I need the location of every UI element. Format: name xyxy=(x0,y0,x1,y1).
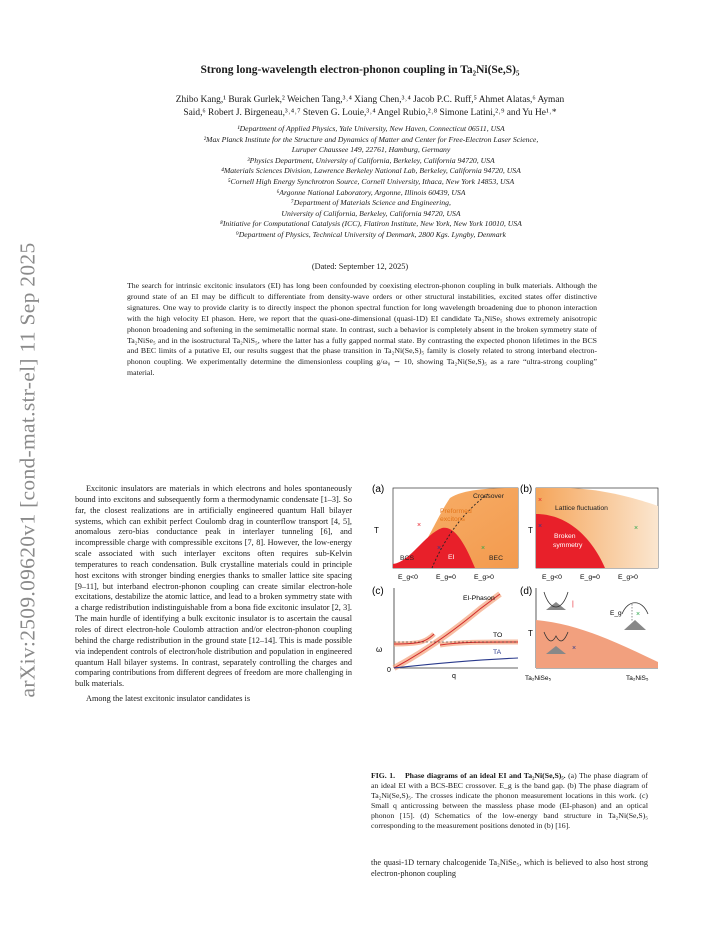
panel-a xyxy=(372,484,518,581)
to-label: TO xyxy=(493,632,503,639)
lattice-fluctuation-label: Lattice fluctuation xyxy=(555,505,608,512)
phason-label: EI-Phason xyxy=(463,595,495,602)
affiliation: ¹Department of Applied Physics, Yale University, New Haven, Connecticut 06511, USA xyxy=(237,124,505,133)
axis-label-t: T xyxy=(374,526,379,535)
axis-origin: 0 xyxy=(387,667,391,674)
affiliation: ⁹Department of Physics, Technical University of Denmark, 2800 Kgs. Lyngby, Denmark xyxy=(236,229,506,239)
tick-label: E_g<0 xyxy=(398,574,418,581)
panel-b xyxy=(520,484,658,581)
ei-label: EI xyxy=(448,554,455,561)
caption-title: Phase diagrams of an ideal EI and Ta₂Ni(Se,S)₅. xyxy=(404,771,566,780)
panel-label: (b) xyxy=(520,484,533,495)
panel-d xyxy=(520,586,658,682)
caption-label: FIG. 1. xyxy=(371,771,396,780)
axis-label-t: T xyxy=(528,526,533,535)
affiliation: ⁷Department of Materials Science and Engineering, xyxy=(291,198,451,208)
abstract: The search for intrinsic excitonic insulators (EI) has long been confounded by coexisting electron-phonon coupling in bulk materials. Although the ground state of an EI may be difficult to differentiate from density-wave orders or other structural instabilities, excited states offer distinctive signatures. One way to provide clarity is to directly inspect the phonon spectral function for long wavelength broadening due to phonon interaction with the high velocity EI phason. Here, we report that the quasi-one-dimensional (quasi-1D) EI candidate Ta₂NiSe₅ shows extremely anisotropic phonon broadening and softening in the semimetallic normal state. In contrast, such a behavior is completely absent in the broken symmetry state of Ta₂NiSe₅ and in the isostructural Ta₂NiS₅, where the latter has a fully gapped normal state. By contrasting the expected phonon lifetimes in the BCS and BEC limits of a putative EI, our results suggest that the phase transition in Ta₂Ni(Se,S)₅ family is closely related to strong interband electron-phonon coupling. We experimentally determine the dimensionless coupling g/ω₀ ∼ 10, showing Ta₂Ni(Se,S)₅ as a rare “ultra-strong coupling” material. xyxy=(127,281,597,378)
affiliation-list xyxy=(86,124,656,241)
broken-label: Broken xyxy=(554,533,576,540)
cross-marker: × xyxy=(437,545,442,552)
caption-text: (a) The phase diagram of an ideal EI with a BCS-BEC crossover. E_g is the band gap. (b) The phase diagram of Ta₂Ni(Se,S)₅. The crosses indicate the phonon measurement locations in this work. (c) Small q anticrossing between the massless phase mode (EI-phason) and an optical phonon [15]. (d) Schematics of the low-energy band structure in Ta₂Ni(Se,S)₅ corresponding to the measurement positions denoted in (b) [16]. xyxy=(371,771,649,830)
cross-marker: × xyxy=(417,522,422,529)
affiliation: ³Physics Department, University of California, Berkeley, California 94720, USA xyxy=(247,155,495,165)
paragraph: Excitonic insulators are materials in which electrons and holes spontaneously bound into excitons and subsequently form a thermodynamic condensate [1–3]. So far, the closest realizations are in artificially engineered quantum Hall bilayer systems, which can exhibit perfect Coulomb drag in counterflow transport [4, 5], anomalous zero-bias conductance peak in interlayer tunneling [6], and incompressible charge with compressible excitons [7, 8]. However, the low-energy scale associated with such interlayer excitons often requires sub-Kelvin temperatures to reach condensation. Bulk crystalline materials could in principle host excitons with stronger binding energies thanks to smaller lattice site spacing [9–11], but interband electron-phonon coupling can create similar electron-hole excitations, destabilize the atomic lattice, and lead to a broken symmetry state with a charge redistribution indistinguishable from a bona fide excitonic insulator [2, 3]. The main hurdle of identifying a bulk excitonic insulator is to ascertain the causal roles of direct electron-hole Coulomb attraction and/or electron-phonon coupling behind the charge redistribution in the ground state [12–14]. This is made possible via independent controls of electron/hole distribution and population in engineered quantum Hall bilayer systems. In contrast, separately controlling the charges and comparing contributions from different degrees of freedom are more challenging in bulk materials. xyxy=(75,484,352,689)
tick-label: E_g>0 xyxy=(474,574,494,581)
gap-label: E_g xyxy=(610,610,622,617)
axis-label-q: q xyxy=(452,673,456,680)
excitons-label: excitons xyxy=(440,516,465,523)
panel-label: (c) xyxy=(372,586,384,597)
tick-label: E_g=0 xyxy=(580,574,600,581)
panel-c xyxy=(372,586,518,680)
cross-marker: × xyxy=(538,497,543,504)
tick-label: E_g>0 xyxy=(618,574,638,581)
panel-label: (d) xyxy=(520,586,533,597)
cross-marker: × xyxy=(634,525,639,532)
cross-marker: × xyxy=(572,645,577,652)
affiliation: ⁵Cornell High Energy Synchrotron Source, Cornell University, Ithaca, New York 14853, USA xyxy=(227,176,515,186)
cross-marker: × xyxy=(538,523,543,530)
panel-label: (a) xyxy=(372,484,385,495)
paper-title: Strong long-wavelength electron-phonon coupling in Ta₂Ni(Se,S)₅ xyxy=(200,64,520,76)
affiliation: Luruper Chaussee 149, 22761, Hamburg, Germany xyxy=(291,145,451,155)
symmetry-label: symmetry xyxy=(553,542,583,549)
date-line: (Dated: September 12, 2025) xyxy=(311,262,409,271)
tick-label: Ta₂NiS₅ xyxy=(626,675,649,682)
cross-marker: × xyxy=(481,545,486,552)
tick-label: E_g<0 xyxy=(542,574,562,581)
tick-label: E_g=0 xyxy=(436,574,456,581)
axis-label-t: T xyxy=(528,629,533,638)
crossover-label: Crossover xyxy=(473,493,504,500)
paragraph: Among the latest excitonic insulator candidates is xyxy=(86,694,251,704)
affiliation: ⁴Materials Sciences Division, Lawrence Berkeley National Lab, Berkeley, California 94720, USA xyxy=(221,166,521,176)
affiliation: University of California, Berkeley, California 94720, USA xyxy=(281,208,461,218)
author-list xyxy=(100,94,640,120)
tick-label: Ta₂NiSe₅ xyxy=(525,675,552,682)
cross-marker: × xyxy=(636,611,641,618)
cross-marker: | xyxy=(572,601,574,608)
author-line: Said,⁶ Robert J. Birgeneau,³˒⁴˒⁷ Steven G. Louie,³˒⁴ Angel Rubio,²˒⁸ Simone Latini,²˒⁹ and Yu He¹˒* xyxy=(183,108,557,119)
figure-caption xyxy=(371,771,648,830)
figure-1 xyxy=(370,484,662,766)
body-column-right: the quasi-1D ternary chalcogenide Ta₂NiSe₅, which is believed to also host strong electron-phonon coupling xyxy=(371,858,648,878)
affiliation: ⁸Initiative for Computational Catalysis (ICC), Flatiron Institute, New York, New York 10010, USA xyxy=(220,219,522,229)
affiliation: ²Max Planck Institute for the Structure and Dynamics of Matter and Center for Free-Electron Laser Science, xyxy=(203,134,539,144)
axis-label-omega: ω xyxy=(376,645,383,654)
body-column-left xyxy=(75,484,352,705)
ta-label: TA xyxy=(493,649,502,656)
arxiv-sidebar xyxy=(0,0,58,932)
preformed-label: Preformed xyxy=(440,508,472,515)
author-line: Zhibo Kang,¹ Burak Gurlek,² Weichen Tang,³˒⁴ Xiang Chen,³˒⁴ Jacob P.C. Ruff,⁵ Ahmet Alatas,⁶ Ayman xyxy=(175,95,565,105)
bec-label: BEC xyxy=(489,555,503,562)
arxiv-identifier[interactable]: arXiv:2509.09620v1 [cond-mat.str-el] 11 Sep 2025 xyxy=(15,242,40,698)
bcs-label: BCS xyxy=(400,555,414,562)
affiliation: ⁶Argonne National Laboratory, Argonne, Illinois 60439, USA xyxy=(276,187,466,197)
